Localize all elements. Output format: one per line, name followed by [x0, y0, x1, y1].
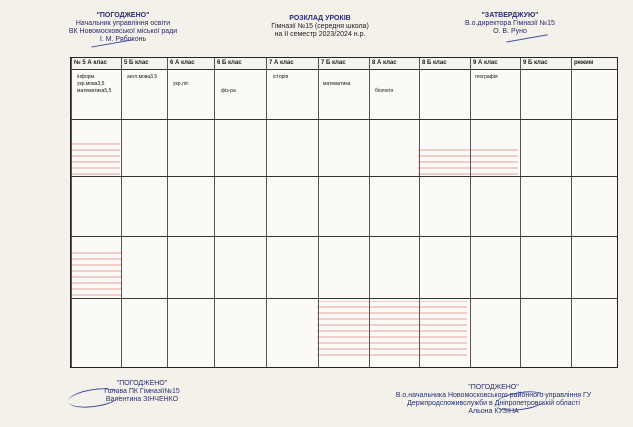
lesson-entry: укр.мова3,5 [77, 81, 105, 87]
day-separator [71, 119, 617, 120]
header-title-block [245, 15, 395, 39]
column-label-8a: 8 А клас [372, 60, 397, 66]
timetable-title: РОЗКЛАД УРОКІВ [289, 15, 351, 22]
column-label-6b: 6 Б клас [217, 60, 242, 66]
header-left-title: "ПОГОДЖЕНО" [96, 12, 150, 19]
header-left-sign: І. М. Рябоконь [99, 36, 147, 43]
lesson-entry: англ.мова3,5 [127, 74, 158, 80]
column-label-7b: 7 Б клас [321, 60, 346, 66]
column-label-8b: 8 Б клас [422, 60, 447, 66]
column-7a [266, 58, 318, 367]
lesson-entry: інформ. [77, 74, 96, 80]
footer-left-title: "ПОГОДЖЕНО" [116, 380, 168, 387]
header-right-sign: О. В. Руно [493, 28, 527, 35]
lesson-entry: біологія [375, 88, 394, 94]
column-6a [167, 58, 214, 367]
footer-left-name: Валентина ЗІНЧЕНКО [105, 396, 179, 403]
day-separator [71, 176, 617, 177]
marked-cell-group [72, 140, 120, 175]
footer-right-line1: В.о.начальника Новомосковського районного управління ГУ [395, 392, 592, 399]
timetable-grid [70, 57, 618, 368]
footer-right-title: "ПОГОДЖЕНО" [468, 384, 519, 391]
lesson-entry: математика [323, 81, 351, 87]
column-regime [571, 58, 618, 367]
marked-cell-group [317, 301, 467, 356]
lesson-entry: географія [475, 74, 498, 80]
footer-right-name: Альона КУЗІНА [468, 408, 519, 415]
timetable-subtitle-term: на II семестр 2023/2024 н.р. [274, 31, 366, 38]
footer-left-line1: Голова ПК Гімназії№15 [104, 388, 180, 395]
lesson-entry: фіз-ра [221, 88, 236, 94]
marked-cell-group [418, 146, 518, 175]
column-9a [470, 58, 520, 367]
column-5b [121, 58, 167, 367]
header-right-line1: В.о.директора Гімназії №15 [465, 20, 555, 27]
column-label-5a: № 5 А клас [74, 60, 107, 66]
footer-right-approval [376, 384, 611, 416]
day-separator [71, 298, 617, 299]
header-right-title: "ЗАТВЕРДЖУЮ" [481, 12, 539, 19]
marked-cell-group [72, 252, 121, 296]
day-separator [71, 236, 617, 237]
column-9b [520, 58, 571, 367]
lesson-entry: математика5,5 [77, 88, 112, 94]
header-left-line1: Начальник управління освіти [75, 20, 171, 27]
lesson-entry: історія [273, 74, 289, 80]
column-label-9b: 9 Б клас [523, 60, 548, 66]
timetable-subtitle-school: Гімназії №15 (середня школа) [271, 23, 369, 30]
header-left-line2: ВК Новомосковської міської ради [68, 28, 178, 35]
column-label-regime: режим [574, 60, 594, 66]
footer-right-line2: Держпродспоживслужби в Дніпропетровській області [407, 400, 580, 407]
column-6b [214, 58, 266, 367]
column-label-9a: 9 А клас [473, 60, 498, 66]
column-label-6a: 6 А клас [170, 60, 195, 66]
column-5a [71, 58, 121, 367]
lesson-entry: укр.літ. [173, 81, 190, 87]
column-label-7a: 7 А клас [269, 60, 294, 66]
column-label-5b: 5 Б клас [124, 60, 149, 66]
